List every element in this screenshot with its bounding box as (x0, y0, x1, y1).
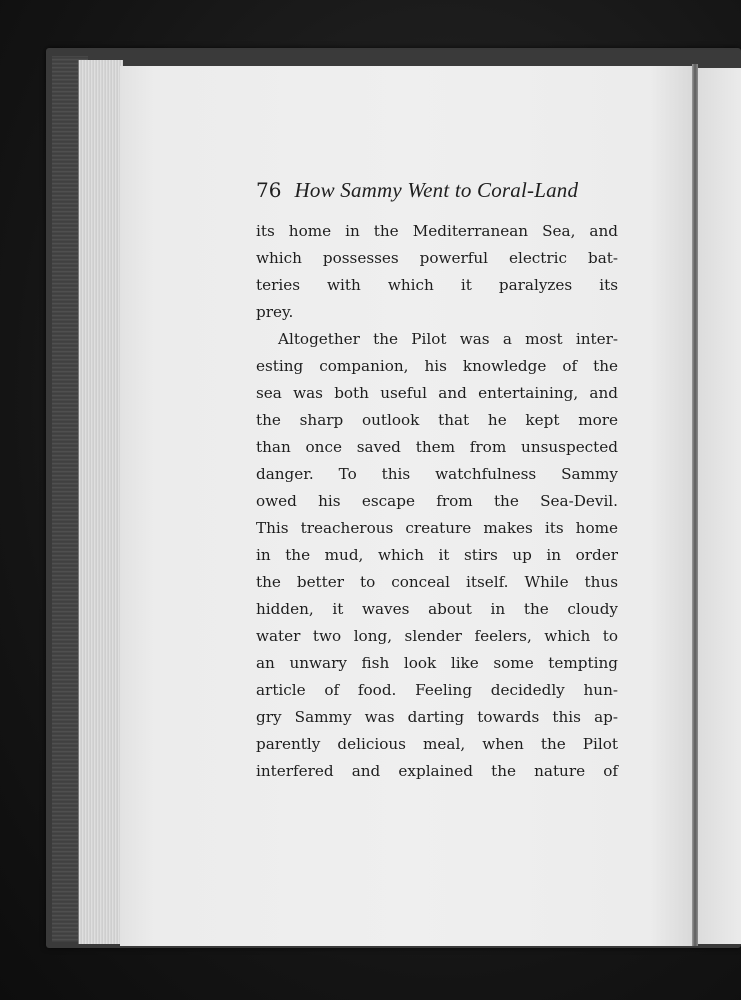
running-title: How Sammy Went to Coral-Land (294, 178, 579, 202)
running-head (256, 178, 618, 212)
text-line: gry Sammy was darting towards this ap- (256, 708, 618, 726)
text-line: This treacherous creature makes its home (256, 519, 618, 537)
text-line: interfered and explained the nature of (256, 762, 618, 780)
text-line: hidden, it waves about in the cloudy (256, 600, 618, 618)
text-line: owed his escape from the Sea-Devil. (256, 492, 618, 510)
text-line: esting companion, his knowledge of the (256, 357, 618, 375)
text-line: than once saved them from unsuspected (256, 438, 618, 456)
text-line: the sharp outlook that he kept more (256, 411, 618, 429)
text-line: parently delicious meal, when the Pilot (256, 735, 618, 753)
body-text (256, 218, 618, 785)
page-edges (78, 60, 123, 944)
text-line: in the mud, which it stirs up in order (256, 546, 618, 564)
facing-page-edge (698, 68, 741, 944)
text-line: prey. (256, 303, 294, 321)
text-line: the better to conceal itself. While thus (256, 573, 618, 591)
text-line: article of food. Feeling decidedly hun- (256, 681, 618, 699)
text-line: water two long, slender feelers, which to (256, 627, 618, 645)
paragraph-first-line: Altogether the Pilot was a most inter- (278, 330, 618, 348)
text-line: which possesses powerful electric bat- (256, 249, 618, 267)
text-line: an unwary fish look like some tempting (256, 654, 618, 672)
text-line: sea was both useful and entertaining, and (256, 384, 618, 402)
text-line: teries with which it paralyzes its (256, 276, 618, 294)
text-line: its home in the Mediterranean Sea, and (256, 222, 618, 240)
text-line: danger. To this watchfulness Sammy (256, 465, 618, 483)
page-number: 76 (256, 178, 282, 202)
